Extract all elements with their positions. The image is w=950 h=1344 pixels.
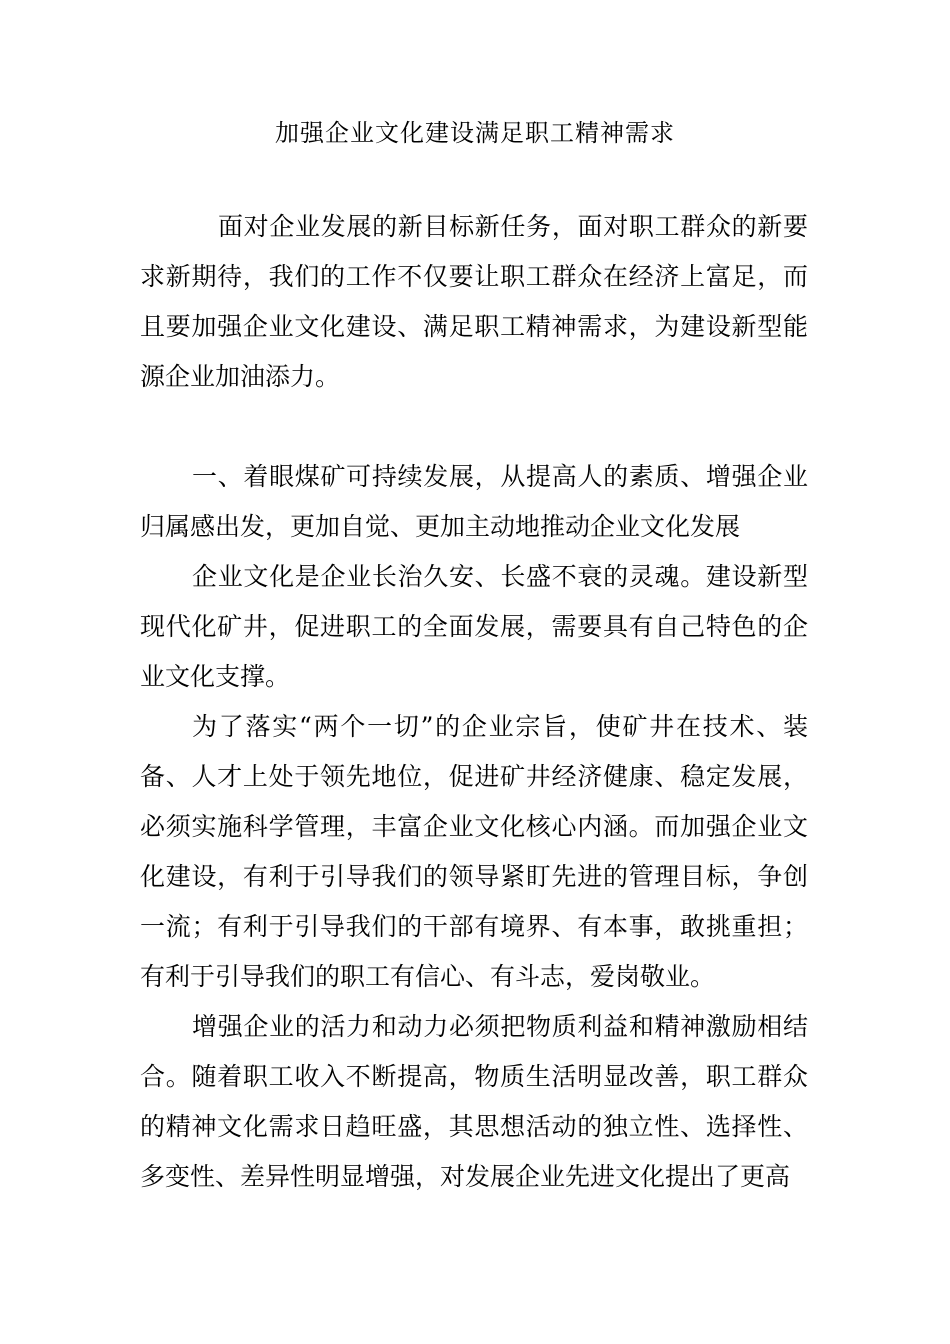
body-paragraph: 企业文化是企业长治久安、长盛不衰的灵魂。建设新型现代化矿井，促进职工的全面发展，需要具有自己特色的企业文化支撑。 bbox=[140, 562, 808, 691]
document-title: 加强企业文化建设满足职工精神需求 bbox=[275, 119, 675, 147]
intro-paragraph: 面对企业发展的新目标新任务，面对职工群众的新要求新期待，我们的工作不仅要让职工群众在经济上富足，而且要加强企业文化建设、满足职工精神需求，为建设新型能源企业加油添力。 bbox=[140, 212, 808, 391]
body-paragraph: 为了落实“两个一切”的企业宗旨，使矿井在技术、装备、人才上处于领先地位，促进矿井经济健康、稳定发展，必须实施科学管理，丰富企业文化核心内涵。而加强企业文化建设，有利于引导我们的领导紧盯先进的管理目标，争创一流；有利于引导我们的干部有境界、有本事，敢挑重担；有利于引导我们的职工有信心、有斗志，爱岗敬业。 bbox=[140, 712, 808, 991]
body-paragraph: 增强企业的活力和动力必须把物质利益和精神激励相结合。随着职工收入不断提高，物质生活明显改善，职工群众的精神文化需求日趋旺盛，其思想活动的独立性、选择性、多变性、差异性明显增强，对发展企业先进文化提出了更高 bbox=[140, 1012, 808, 1191]
document-body bbox=[140, 202, 808, 1202]
paragraph-spacer bbox=[140, 402, 808, 452]
section-heading-1: 一、着眼煤矿可持续发展，从提高人的素质、增强企业归属感出发，更加自觉、更加主动地推动企业文化发展 bbox=[140, 462, 808, 541]
